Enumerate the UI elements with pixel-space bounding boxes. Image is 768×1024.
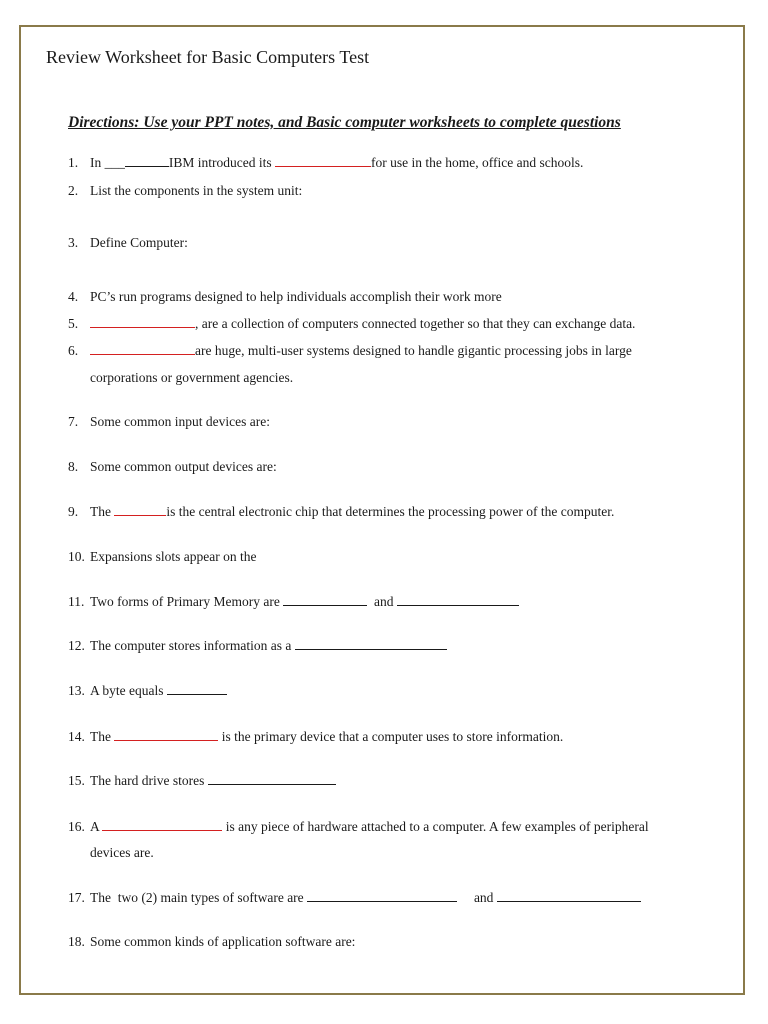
question-17 [68,890,641,906]
question-text: PC’s run programs designed to help individuals accomplish their work more [90,289,502,304]
question-text: The computer stores information as a [90,638,295,653]
answer-blank[interactable] [497,900,641,902]
question-6-continuation: corporations or government agencies. [90,370,294,385]
question-number: 13. [68,683,85,698]
question-text: is the primary device that a computer uses to store information. [218,729,564,744]
answer-blank[interactable] [275,165,371,167]
question-10 [68,549,256,565]
question-text: IBM introduced its [168,155,275,170]
answer-blank[interactable] [295,648,447,650]
question-1 [68,155,583,171]
question-16 [68,819,649,835]
question-number: 18. [68,934,85,949]
question-text: The [90,729,115,744]
answer-blank[interactable] [167,693,227,695]
answer-blank[interactable] [114,739,218,741]
question-number: 2. [68,183,79,198]
answer-blank[interactable] [90,326,195,328]
question-11 [68,594,519,610]
question-7 [68,414,270,430]
question-text: are huge, multi-user systems designed to handle gigantic processing jobs in large [195,343,632,358]
question-number: 9. [68,504,79,519]
question-text: and [367,594,397,609]
answer-blank[interactable] [114,514,166,516]
question-text: The [90,504,115,519]
question-number: 15. [68,773,85,788]
answer-blank[interactable] [283,604,367,606]
question-text: Two forms of Primary Memory are [90,594,284,609]
question-text: for use in the home, office and schools. [371,155,584,170]
question-number: 17. [68,890,85,905]
question-number: 5. [68,316,79,331]
question-4 [68,289,502,305]
question-13 [68,683,227,699]
question-number: 7. [68,414,79,429]
question-14 [68,729,563,745]
question-text: The hard drive stores [90,773,208,788]
question-8 [68,459,277,475]
question-3 [68,235,188,251]
worksheet-title: Review Worksheet for Basic Computers Test [46,47,370,67]
question-text: In ___ [90,155,125,170]
question-text: A byte equals [90,683,167,698]
question-15 [68,773,336,789]
question-16-continuation: devices are. [90,845,154,860]
question-9 [68,504,614,520]
directions: Directions: Use your PPT notes, and Basic computer worksheets to complete questions [68,114,621,131]
answer-blank[interactable] [208,783,336,785]
question-text: Define Computer: [90,235,188,250]
answer-blank[interactable] [307,900,457,902]
question-number: 16. [68,819,85,834]
question-number: 11. [68,594,85,609]
answer-blank[interactable] [397,604,519,606]
answer-blank[interactable] [125,165,169,167]
question-text: and [457,890,497,905]
question-number: 1. [68,155,79,170]
question-number: 8. [68,459,79,474]
question-5 [68,316,635,332]
question-number: 4. [68,289,79,304]
question-6 [68,343,632,359]
answer-blank[interactable] [102,829,222,831]
question-text: Some common output devices are: [90,459,277,474]
question-text: The two (2) main types of software are [90,890,308,905]
question-text: List the components in the system unit: [90,183,303,198]
question-text: , are a collection of computers connected together so that they can exchange data. [195,316,636,331]
question-text: is any piece of hardware attached to a computer. A few examples of peripheral [222,819,649,834]
question-number: 14. [68,729,85,744]
question-12 [68,638,447,654]
question-number: 3. [68,235,79,250]
answer-blank[interactable] [90,353,195,355]
question-number: 6. [68,343,79,358]
question-text: Expansions slots appear on the [90,549,257,564]
question-text: A [90,819,103,834]
question-text: Some common input devices are: [90,414,270,429]
question-18 [68,934,355,950]
question-number: 12. [68,638,85,653]
question-text: Some common kinds of application software are: [90,934,356,949]
question-number: 10. [68,549,85,564]
question-text: is the central electronic chip that determines the processing power of the computer. [166,504,615,519]
question-2 [68,183,302,199]
